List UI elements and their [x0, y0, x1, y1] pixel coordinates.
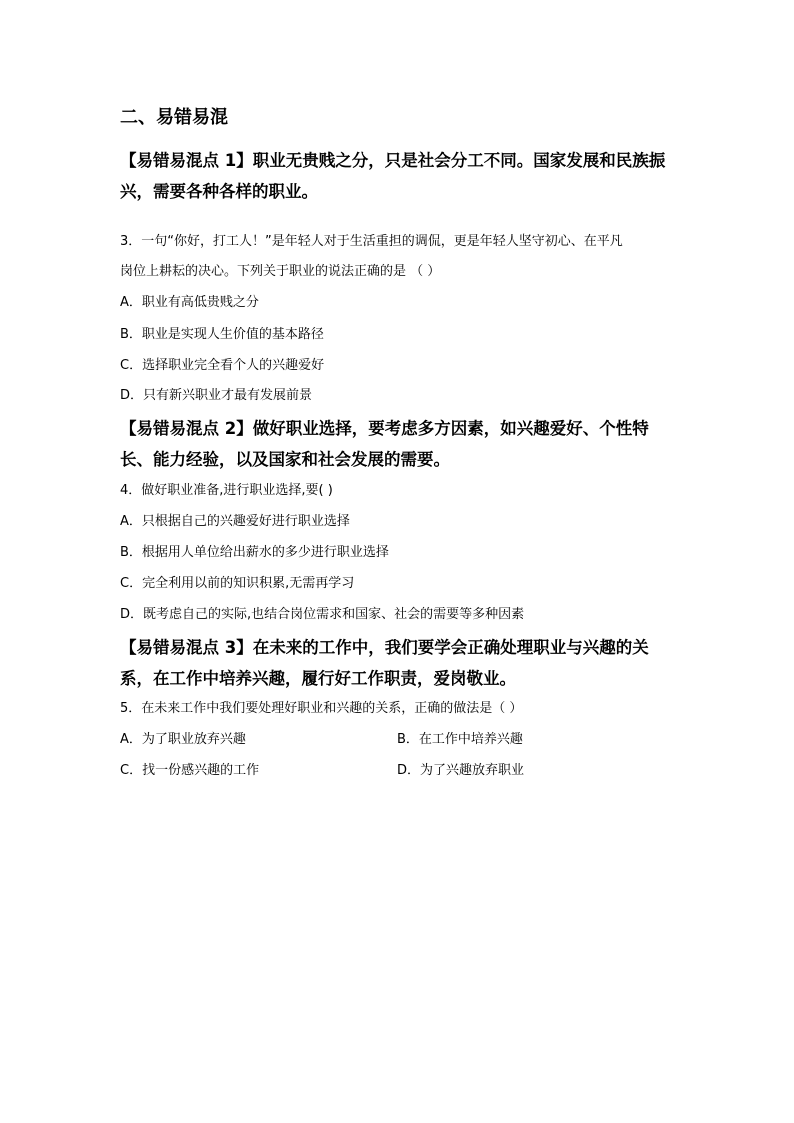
question-3-stem-line2: 岗位上耕耘的决心。下列关于职业的说法正确的是 （ ） — [120, 264, 441, 279]
question-4-option-d: D．既考虑自己的实际,也结合岗位需求和国家、社会的需要等多种因素 — [120, 607, 525, 622]
question-4-option-b: B．根据用人单位给出薪水的多少进行职业选择 — [120, 545, 389, 560]
question-5-stem: 5．在未来工作中我们要处理好职业和兴趣的关系，正确的做法是（ ） — [120, 701, 523, 716]
question-4-option-a: A．只根据自己的兴趣爱好进行职业选择 — [120, 514, 350, 529]
key-point-3: 【易错易混点 3】在未来的工作中，我们要学会正确处理职业与兴趣的关系，在工作中培养兴趣，履行好工作职责，爱岗敬业。 — [120, 638, 649, 688]
question-4-option-c: C．完全利用以前的知识积累,无需再学习 — [120, 576, 355, 591]
key-point-1: 【易错易混点 1】职业无贵贱之分，只是社会分工不同。国家发展和民族振兴，需要各种各样的职业。 — [120, 151, 666, 201]
question-5-option-a: A．为了职业放弃兴趣 — [120, 732, 246, 747]
question-3-option-b: B．职业是实现人生价值的基本路径 — [120, 327, 324, 342]
question-3-option-c: C．选择职业完全看个人的兴趣爱好 — [120, 358, 325, 373]
key-point-2: 【易错易混点 2】做好职业选择，要考虑多方因素，如兴趣爱好、个性特长、能力经验，以及国家和社会发展的需要。 — [120, 419, 649, 469]
question-3-option-d: D．只有新兴职业才最有发展前景 — [120, 388, 313, 403]
section-title: 二、易错易混 — [120, 107, 228, 128]
question-5-option-c: C．找一份感兴趣的工作 — [120, 763, 260, 778]
question-5-option-b: B．在工作中培养兴趣 — [397, 732, 523, 747]
question-5-option-d: D．为了兴趣放弃职业 — [397, 763, 525, 778]
question-3-option-a: A．职业有高低贵贱之分 — [120, 295, 259, 310]
question-4-stem: 4．做好职业准备,进行职业选择,要( ) — [120, 483, 333, 498]
question-3-stem-line1: 3．一句“你好，打工人！”是年轻人对于生活重担的调侃，更是年轻人坚守初心、在平凡 — [120, 234, 623, 249]
